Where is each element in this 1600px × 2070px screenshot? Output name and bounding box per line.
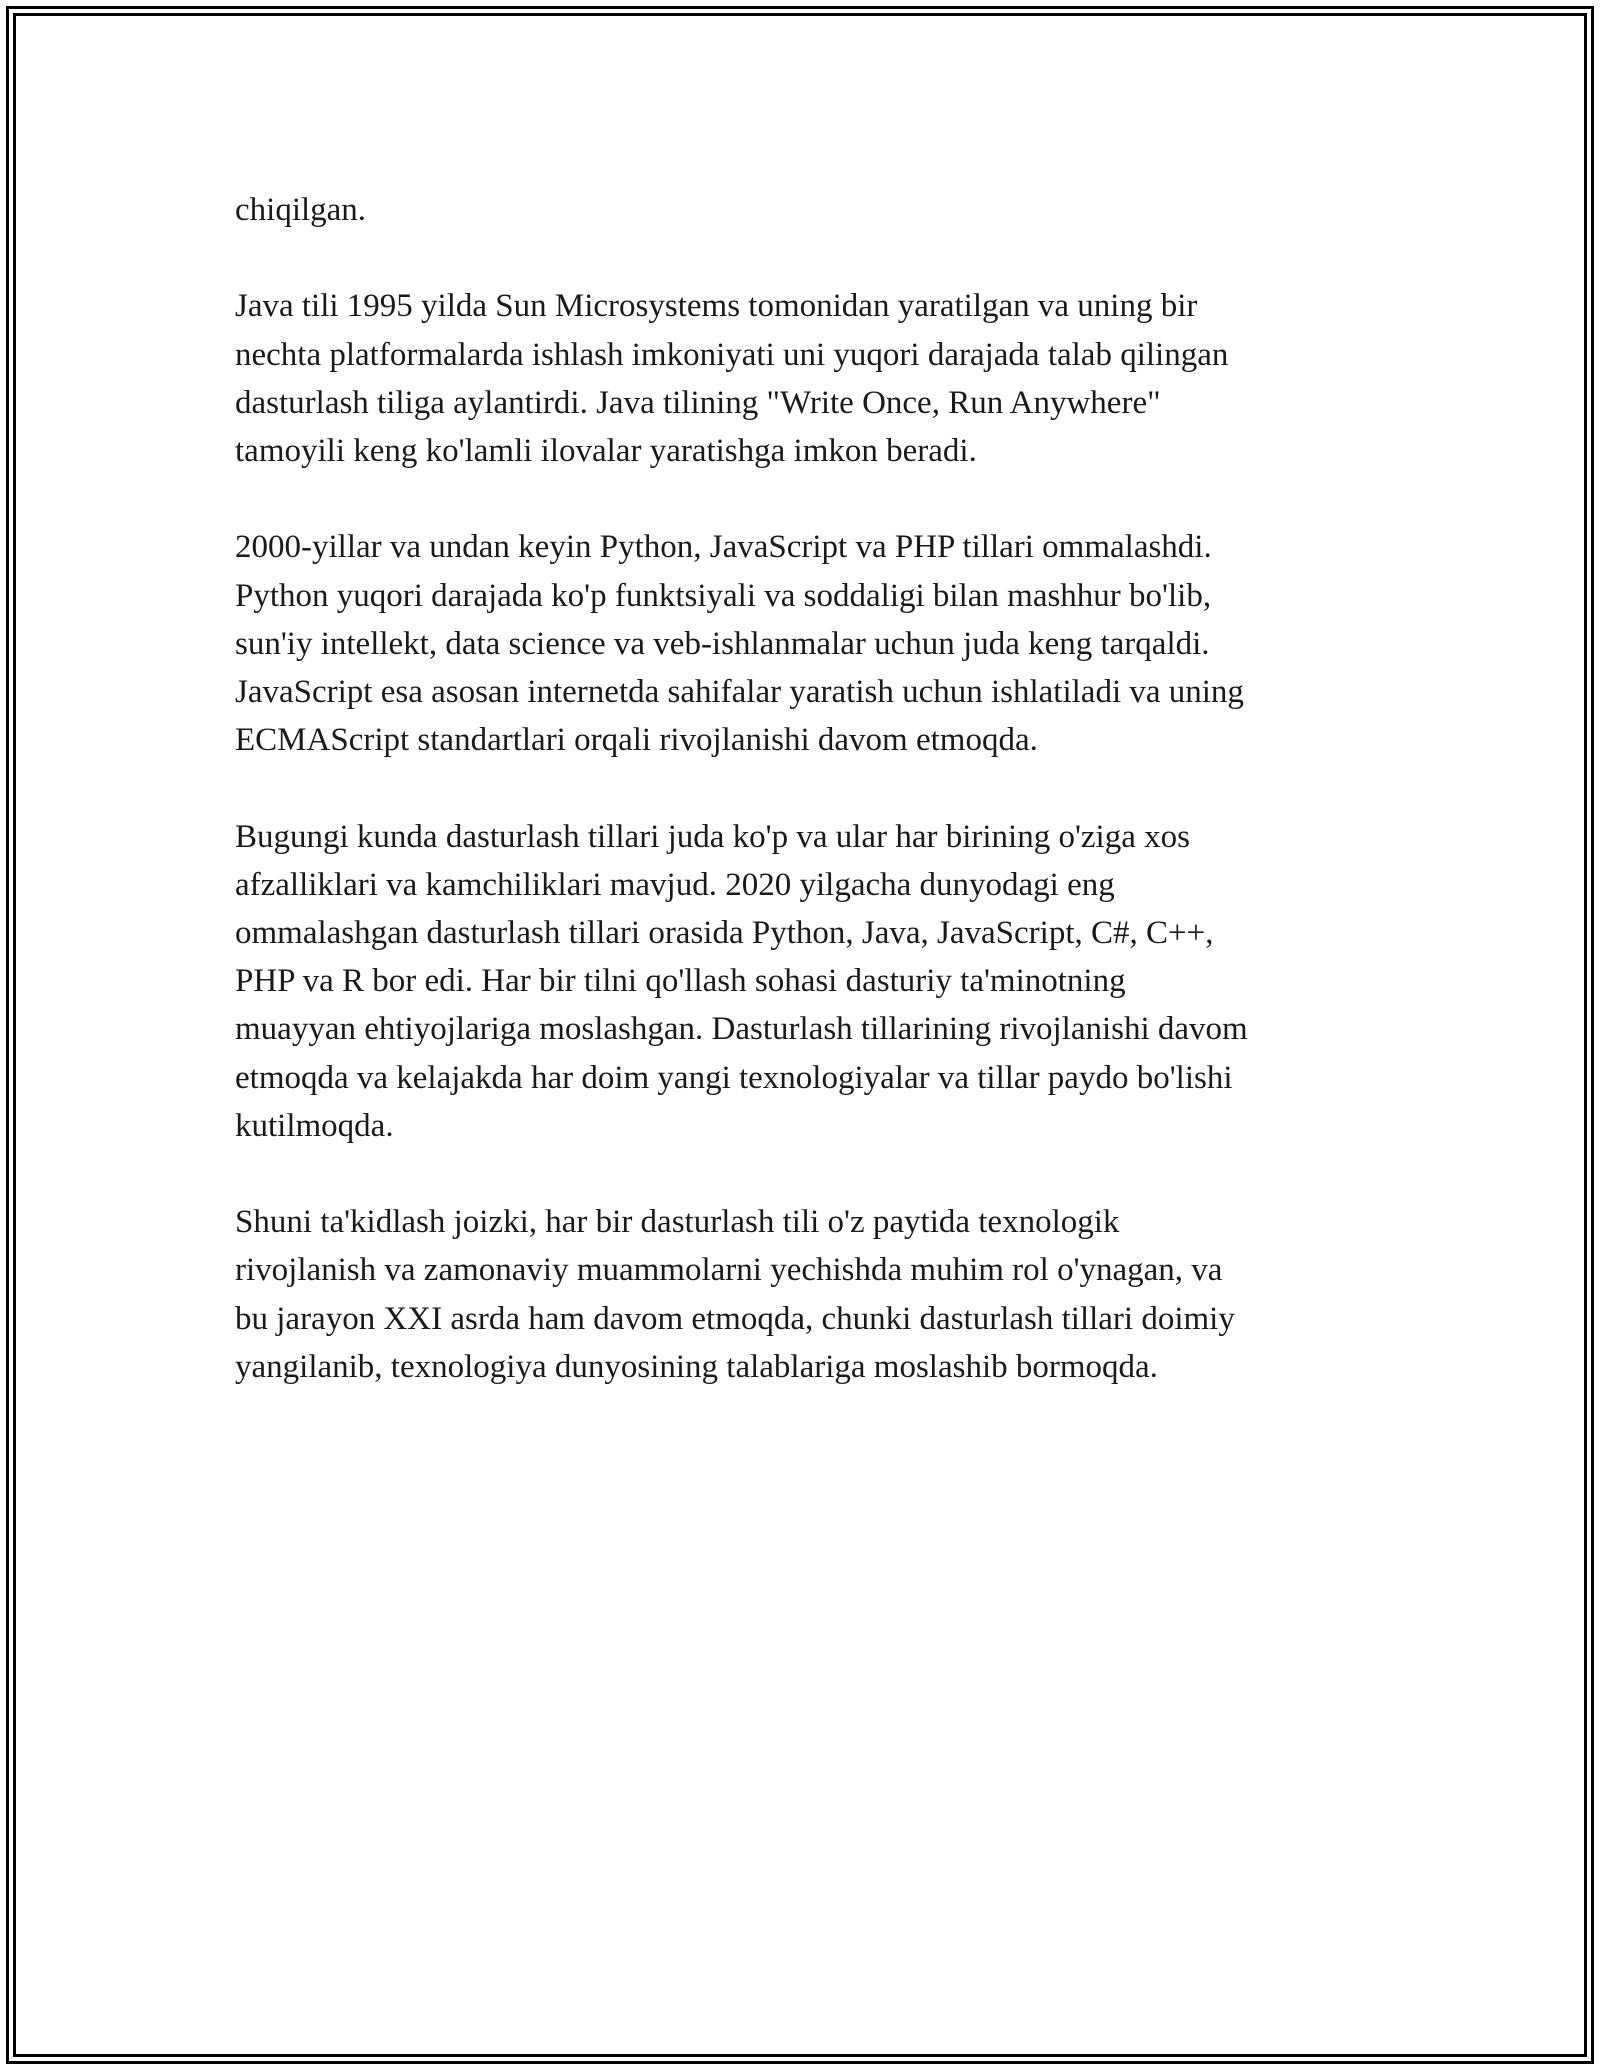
paragraph-2000s-languages: 2000-yillar va undan keyin Python, JavaScript va PHP tillari ommalashdi. Python yuqori darajada ko'p funktsiyali va soddaligi bilan mashhur bo'lib, sun'iy intellekt, data science va veb-ishlanmalar uchun juda keng tarqaldi. JavaScript esa asosan internetda sahifalar yaratish uchun ishlatiladi va uning ECMAScript standartlari orqali rivojlanishi davom etmoqda. xyxy=(235,529,1244,759)
paragraph-conclusion: Shuni ta'kidlash joizki, har bir dasturlash tili o'z paytida texnologik rivojlanish va zamonaviy muammolarni yechishda muhim rol o'ynagan, va bu jarayon XXI asrda ham davom etmoqda, chunki dasturlash tillari doimiy yangilanib, texnologiya dunyosining talablariga moslashib bormoqda. xyxy=(235,1204,1235,1385)
paragraph-java: Java tili 1995 yilda Sun Microsystems tomonidan yaratilgan va uning bir nechta platformalarda ishlash imkoniyati uni yuqori darajada talab qilingan dasturlash tiliga aylantirdi. Java tilining "Write Once, Run Anywhere" tamoyili keng ko'lamli ilovalar yaratishga imkon beradi. xyxy=(235,288,1229,469)
paragraph-modern-languages: Bugungi kunda dasturlash tillari juda ko'p va ular har birining o'ziga xos afzalliklari va kamchiliklari mavjud. 2020 yilgacha dunyodagi eng ommalashgan dasturlash tillari orasida Python, Java, JavaScript, C#, C++, PHP va R bor edi. Har bir tilni qo'llash sohasi dasturiy ta'minotning muayyan ehtiyojlariga moslashgan. Dasturlash tillarining rivojlanishi davom etmoqda va kelajakda har doim yangi texnologiyalar va tillar paydo bo'lishi kutilmoqda. xyxy=(235,818,1248,1144)
paragraph-continuation: chiqilgan. xyxy=(235,192,367,228)
document-body xyxy=(235,186,1375,1439)
